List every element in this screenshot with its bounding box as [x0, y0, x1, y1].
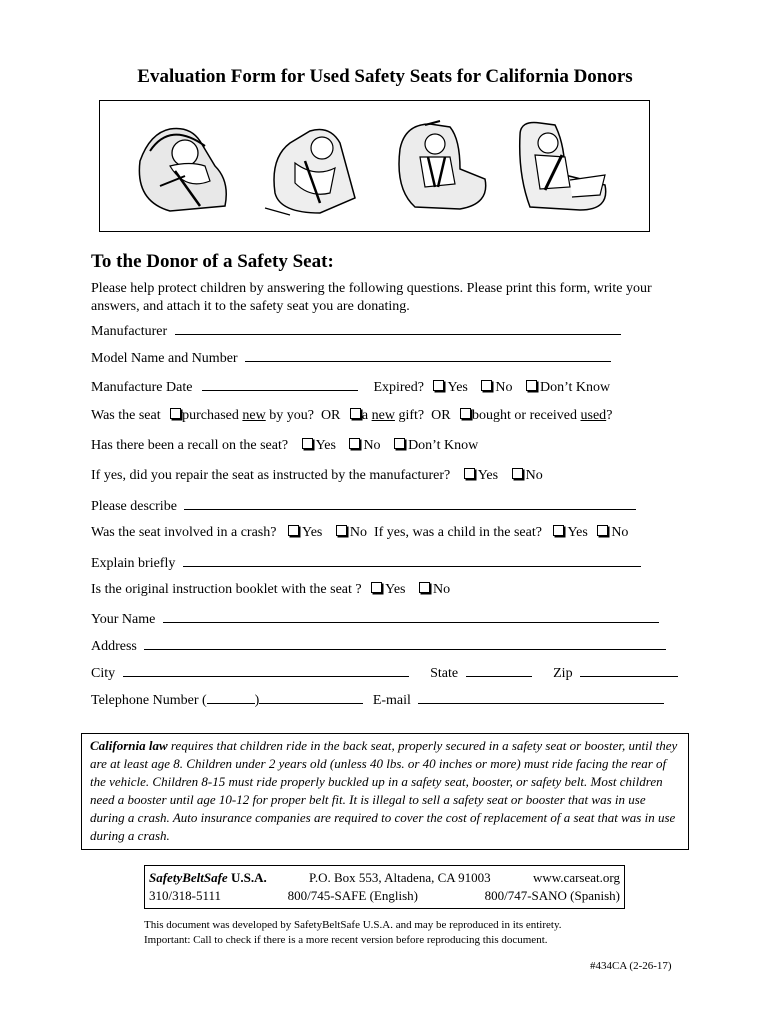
crash-no-label: No [349, 525, 367, 540]
org-english-phone: 800/745-SAFE (English) [287, 888, 418, 903]
child-no-checkbox[interactable] [597, 525, 608, 536]
booster-seat-icon [510, 115, 620, 215]
question-mark: ? [606, 408, 613, 423]
page-title: Evaluation Form for Used Safety Seats for California Donors [137, 66, 633, 87]
expired-dontknow-checkbox[interactable] [526, 380, 537, 391]
address-field[interactable] [144, 636, 666, 650]
crash-label: Was the seat involved in a crash? [91, 525, 277, 540]
repair-label: If yes, did you repair the seat as instructed by the manufacturer? [91, 468, 451, 483]
intro-text: Please help protect children by answering the following questions. Please print this form, write your answers, and attach it to the safety seat you are donating. [91, 281, 652, 314]
by-you-label: by you? [269, 408, 314, 423]
org-name: SafetyBeltSafe [149, 870, 228, 885]
booklet-row [91, 581, 450, 599]
bought-used-checkbox[interactable] [460, 408, 471, 419]
booklet-no-checkbox[interactable] [419, 582, 430, 593]
section-heading: To the Donor of a Safety Seat: [91, 251, 334, 272]
used-label: used [580, 408, 607, 423]
purchased-new-checkbox[interactable] [170, 408, 181, 419]
tel-close-paren: ) [254, 693, 260, 708]
law-text: requires that children ride in the back seat, properly secured in a safety seat or booster, until they are at least age 8. Children under 2 years old (unless 40 lbs. or 40 inches or more) must ride facing the rear of the vehicle. Children 8-15 must ride properly buckled up in a safety seat, booster, or safety belt. Most children need a booster until age 10-12 for proper belt fit. It is illegal to sell a safety seat or booster that was in use during a crash. Auto insurance companies are required to cover the cost of replacement of a seat that was in use during a crash. [90, 738, 678, 843]
crash-row [91, 524, 628, 542]
recall-dontknow-label: Don’t Know [408, 438, 479, 453]
repair-no-label: No [525, 468, 543, 483]
organization-box [144, 865, 625, 909]
a-label: a [361, 408, 369, 423]
zip-label: Zip [553, 666, 573, 681]
new-gift-checkbox[interactable] [350, 408, 361, 419]
describe-label: Please describe [91, 499, 177, 514]
recall-row [91, 437, 478, 455]
describe-row [91, 496, 636, 516]
name-row [91, 609, 659, 629]
telephone-row [91, 690, 664, 710]
telephone-label: Telephone Number ( [91, 693, 207, 708]
org-phone: 310/318-5111 [149, 888, 221, 903]
email-label: E-mail [372, 693, 411, 708]
recall-no-checkbox[interactable] [349, 438, 360, 449]
note-line-1: This document was developed by SafetyBeltSafe U.S.A. and may be reproduced in its entirety. [144, 919, 562, 931]
crash-yes-checkbox[interactable] [288, 525, 299, 536]
city-field[interactable] [123, 663, 409, 677]
illustration-box [99, 100, 650, 232]
manufacture-date-row [91, 377, 610, 397]
city-label: City [91, 666, 116, 681]
note-line-2: Important: Call to check if there is a more recent version before reproducing this document. [144, 934, 548, 946]
manufacturer-row [91, 321, 621, 341]
org-website[interactable]: www.carseat.org [532, 870, 620, 885]
model-row [91, 348, 611, 368]
your-name-field[interactable] [163, 609, 659, 623]
bought-label: bought or received [472, 408, 578, 423]
infant-seat-icon [130, 121, 240, 216]
repair-yes-checkbox[interactable] [464, 468, 475, 479]
crash-no-checkbox[interactable] [336, 525, 347, 536]
area-code-field[interactable] [207, 690, 255, 704]
manufacture-date-label: Manufacture Date [91, 380, 193, 395]
org-name-wrap [149, 869, 267, 887]
new-label: new [242, 408, 266, 423]
org-name-suffix: U.S.A. [227, 870, 267, 885]
state-field[interactable] [466, 663, 532, 677]
child-no-label: No [611, 525, 629, 540]
recall-yes-label: Yes [315, 438, 336, 453]
explain-field[interactable] [183, 553, 641, 567]
gift-label: gift? [398, 408, 425, 423]
expired-label: Expired? [373, 380, 424, 395]
explain-label: Explain briefly [91, 556, 176, 571]
manufacturer-label: Manufacturer [91, 324, 168, 339]
recall-label: Has there been a recall on the seat? [91, 438, 289, 453]
reproduction-note [144, 918, 561, 948]
org-spanish-phone: 800/747-SANO (Spanish) [484, 888, 620, 903]
address-row [91, 636, 666, 656]
manufacture-date-field[interactable] [202, 377, 358, 391]
expired-dontknow-label: Don’t Know [539, 380, 611, 395]
child-yes-checkbox[interactable] [553, 525, 564, 536]
model-label: Model Name and Number [91, 351, 238, 366]
purchased-label: purchased [182, 408, 239, 423]
repair-yes-label: Yes [477, 468, 499, 483]
convertible-forward-seat-icon [390, 119, 500, 214]
booklet-yes-checkbox[interactable] [371, 582, 382, 593]
address-label: Address [91, 639, 137, 654]
child-in-seat-label: If yes, was a child in the seat? [373, 525, 542, 540]
new-gift-label: new [371, 408, 395, 423]
or-label: OR [320, 408, 341, 423]
repair-row [91, 467, 543, 485]
expired-no-checkbox[interactable] [481, 380, 492, 391]
model-field[interactable] [245, 348, 611, 362]
org-address: P.O. Box 553, Altadena, CA 91003 [309, 870, 491, 885]
expired-no-label: No [495, 380, 513, 395]
recall-dontknow-checkbox[interactable] [394, 438, 405, 449]
zip-field[interactable] [580, 663, 678, 677]
california-law-box [81, 733, 689, 850]
manufacturer-field[interactable] [175, 321, 621, 335]
describe-field[interactable] [184, 496, 636, 510]
telephone-field[interactable] [259, 690, 363, 704]
recall-no-label: No [363, 438, 381, 453]
expired-yes-label: Yes [447, 380, 468, 395]
city-row [91, 663, 678, 683]
email-field[interactable] [418, 690, 664, 704]
child-yes-label: Yes [567, 525, 588, 540]
was-seat-label: Was the seat [91, 408, 161, 423]
your-name-label: Your Name [91, 612, 156, 627]
or-label-2: OR [431, 408, 451, 423]
repair-no-checkbox[interactable] [512, 468, 523, 479]
recall-yes-checkbox[interactable] [302, 438, 313, 449]
booklet-no-label: No [432, 582, 451, 597]
state-label: State [430, 666, 459, 681]
expired-yes-checkbox[interactable] [433, 380, 444, 391]
convertible-rear-seat-icon [260, 123, 370, 218]
document-number: #434CA (2-26-17) [590, 960, 672, 972]
acquisition-row [91, 407, 612, 425]
booklet-yes-label: Yes [385, 582, 406, 597]
law-lead: California law [90, 738, 168, 753]
crash-yes-label: Yes [301, 525, 323, 540]
booklet-label: Is the original instruction booklet with the seat ? [91, 582, 362, 597]
explain-row [91, 553, 641, 573]
